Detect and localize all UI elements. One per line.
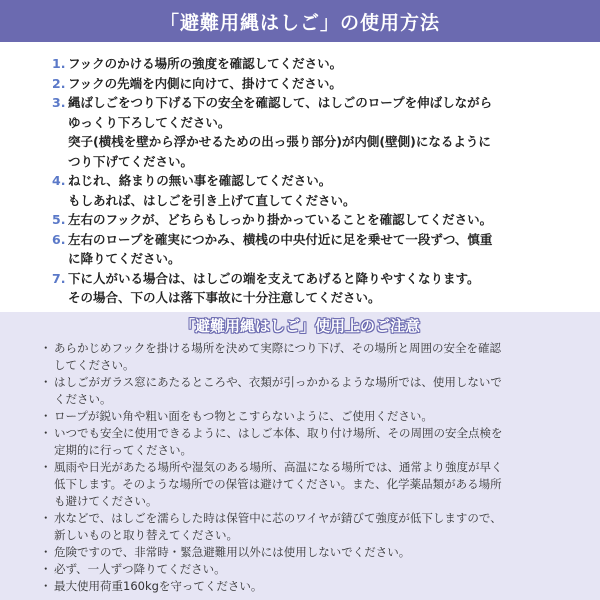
note-text-line: 新しいものと取り替えてください。 xyxy=(54,528,238,542)
step-text-line: フックの先端を内側に向けて、掛けてください。 xyxy=(68,75,342,91)
note-text xyxy=(54,544,574,561)
note-item xyxy=(40,510,600,544)
step-number: 4. xyxy=(52,173,66,188)
bullet-icon: ・ xyxy=(40,511,52,525)
bullet-icon: ・ xyxy=(40,375,52,389)
note-text xyxy=(54,408,574,425)
usage-steps-list xyxy=(0,42,600,308)
step-text-line: 左右のフックが、どちらもしっかり掛かっていることを確認してください。 xyxy=(68,212,493,227)
step-number: 6. xyxy=(52,231,66,247)
note-item xyxy=(40,408,600,425)
step-number: 7. xyxy=(52,270,66,286)
step-number: 2. xyxy=(52,75,66,91)
usage-section xyxy=(0,42,600,312)
step-text xyxy=(68,230,573,269)
step-text-line: 突子(横桟を壁から浮かせるための出っ張り部分)が内側(壁側)になるように xyxy=(68,134,491,149)
note-text-line: 最大使用荷重160kgを守ってください。 xyxy=(54,579,263,593)
step-text-line: 縄ばしごをつり下げる下の安全を確認して、はしごのロープを伸ばしながら xyxy=(68,95,493,110)
note-item xyxy=(40,340,600,374)
usage-step xyxy=(52,171,600,210)
note-text-line: 低下します。そのような場所での保管は避けてください。また、化学薬品類がある場所 xyxy=(54,477,502,491)
note-text xyxy=(54,340,574,374)
note-text-line: はしごがガラス窓にあたるところや、衣類が引っかかるような場所では、使用しないで xyxy=(54,375,502,389)
step-text-line: もしあれば、はしごを引き上げて直してください。 xyxy=(68,192,356,208)
note-text xyxy=(54,510,574,544)
note-text-line: も避けてください。 xyxy=(54,494,158,508)
usage-step xyxy=(52,210,600,230)
step-text-line: ゆっくり下ろしてください。 xyxy=(68,114,231,130)
step-number: 5. xyxy=(52,212,66,227)
header-banner xyxy=(0,0,600,42)
notes-list xyxy=(0,312,600,595)
note-item xyxy=(40,578,600,595)
note-text xyxy=(54,459,574,510)
step-number: 1. xyxy=(52,56,66,71)
step-text xyxy=(68,74,573,94)
note-text-line: 水などで、はしごを濡らした時は保管中に芯のワイヤが錆びて強度が低下しますので、 xyxy=(54,511,502,525)
step-text-line: に降りてください。 xyxy=(68,251,181,266)
usage-step xyxy=(52,230,600,269)
bullet-icon: ・ xyxy=(40,562,52,576)
step-number: 3. xyxy=(52,95,66,110)
note-item xyxy=(40,425,600,459)
usage-step xyxy=(52,54,600,74)
step-text-line: 左右のロープを確実につかみ、横桟の中央付近に足を乗せて一段ずつ、慎重 xyxy=(68,231,493,247)
bullet-icon: ・ xyxy=(40,409,52,423)
note-item xyxy=(40,561,600,578)
bullet-icon: ・ xyxy=(40,426,52,440)
note-text-line: 必ず、一人ずつ降りてください。 xyxy=(54,562,226,576)
bullet-icon: ・ xyxy=(40,460,52,474)
step-text-line: その場合、下の人は落下事故に十分注意してください。 xyxy=(68,290,381,305)
note-text-line: いつでも安全に使用できるように、はしご本体、取り付け場所、その周囲の安全点検を xyxy=(54,426,503,440)
note-text-line: ください。 xyxy=(54,392,112,406)
page-title: 「避難用縄はしご」の使用方法 xyxy=(159,11,440,34)
note-item xyxy=(40,459,600,510)
bullet-icon: ・ xyxy=(40,545,52,559)
step-text xyxy=(68,269,573,308)
note-text-line: してください。 xyxy=(54,358,135,372)
note-text xyxy=(54,578,574,595)
note-text-line: あらかじめフックを掛ける場所を決めて実際につり下げ、その場所と周囲の安全を確認 xyxy=(54,341,502,355)
note-text xyxy=(54,561,574,578)
step-text xyxy=(68,93,573,171)
notes-title: 「避難用縄はしご」使用上のご注意 xyxy=(179,317,420,335)
bullet-icon: ・ xyxy=(40,341,52,355)
note-item xyxy=(40,544,600,561)
bullet-icon: ・ xyxy=(40,579,52,593)
step-text xyxy=(68,171,573,210)
note-item xyxy=(40,374,600,408)
usage-step xyxy=(52,74,600,94)
note-text xyxy=(54,425,574,459)
step-text-line: フックのかける場所の強度を確認してください。 xyxy=(68,56,343,71)
step-text-line: つり下げてください。 xyxy=(68,153,194,169)
step-text-line: ねじれ、絡まりの無い事を確認してください。 xyxy=(68,173,332,188)
step-text-line: 下に人がいる場合は、はしごの端を支えてあげると降りやすくなります。 xyxy=(68,270,480,286)
usage-step xyxy=(52,93,600,171)
note-text xyxy=(54,374,574,408)
note-text-line: 風雨や日光があたる場所や湿気のある場所、高温になる場所では、通常より強度が早く xyxy=(54,460,503,474)
note-text-line: 定期的に行ってください。 xyxy=(54,443,192,457)
step-text xyxy=(68,210,573,230)
step-text xyxy=(68,54,573,74)
note-text-line: ロープが鋭い角や粗い面をもつ物とこすらないように、ご使用ください。 xyxy=(54,409,433,423)
usage-step xyxy=(52,269,600,308)
notes-section xyxy=(0,312,600,600)
note-text-line: 危険ですので、非常時・緊急避難用以外には使用しないでください。 xyxy=(54,545,411,559)
